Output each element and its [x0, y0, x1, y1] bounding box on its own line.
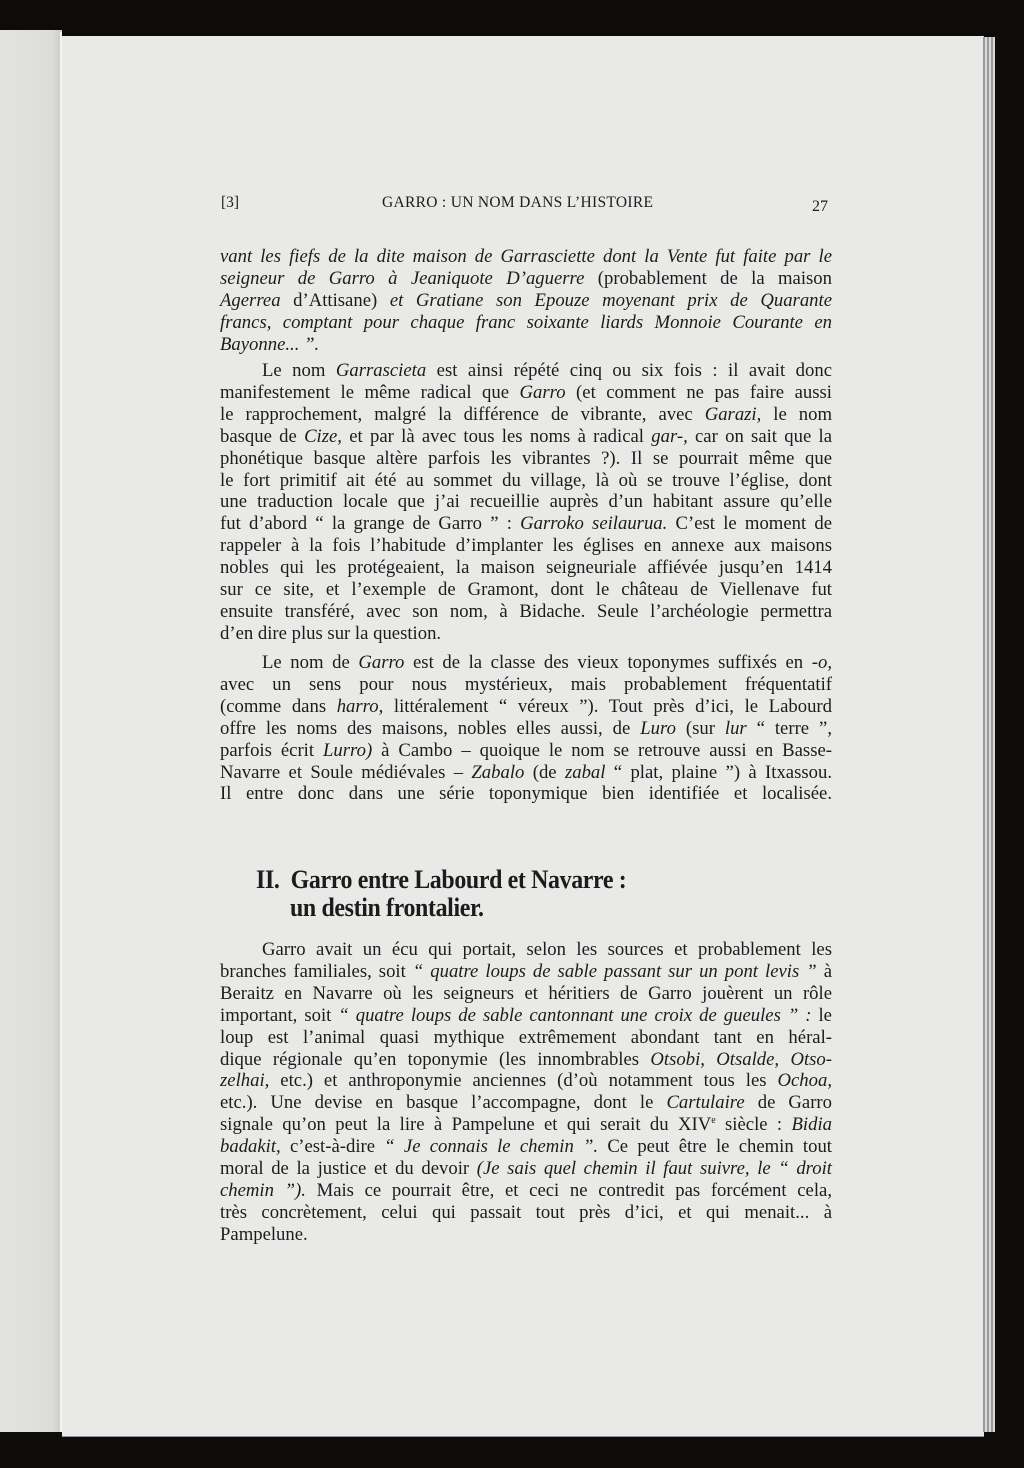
text-line	[220, 783, 832, 805]
italic-text: Cartulaire	[666, 1092, 745, 1114]
text-segment: de Garro	[744, 1092, 832, 1114]
text-line	[220, 623, 832, 645]
superscript: e	[711, 1115, 716, 1127]
text-line	[220, 491, 832, 513]
paragraph-2	[220, 360, 832, 645]
italic-text: Luro	[640, 717, 676, 739]
paragraph-3	[220, 652, 832, 805]
paragraph-1	[220, 246, 832, 356]
text-segment: (comme dans	[220, 695, 337, 717]
text-line	[220, 426, 832, 448]
text-segment: sur ce site, et l’exemple de Gramont, dont le château de Viellenave fut	[220, 579, 832, 601]
text-segment: Beraitz en Navarre où les seigneurs et héritiers de Garro jouèrent un rôle	[220, 982, 832, 1004]
text-segment: d’Attisane)	[280, 289, 390, 311]
italic-text: harro,	[336, 695, 384, 717]
text-segment: à Cambo – quoique le nom se retrouve aussi en Basse-	[372, 739, 832, 761]
text-line	[220, 718, 832, 740]
text-line	[220, 513, 832, 535]
text-line	[220, 939, 832, 961]
text-segment: avec un sens pour nous mystérieux, mais probablement fréquentatif	[220, 673, 832, 695]
text-line	[220, 1202, 832, 1224]
section-reference: [3]	[221, 194, 240, 211]
text-line	[220, 674, 832, 696]
text-segment: Navarre et Soule médiévales –	[220, 761, 472, 783]
section-title-line-1: Garro entre Labourd et Navarre :	[290, 865, 627, 894]
italic-text: Zabalo	[471, 761, 525, 783]
italic-text: Bayonne... ”.	[220, 333, 320, 355]
italic-text: gar-,	[651, 425, 688, 447]
text-segment: Ce peut être le chemin tout	[598, 1136, 832, 1158]
text-segment: important, soit	[220, 1004, 339, 1026]
text-segment: moral de la justice et du devoir	[220, 1158, 477, 1180]
text-segment: manifestement le même radical que	[220, 381, 520, 403]
facing-page-edge	[0, 30, 62, 1432]
italic-text: et Gratiane son Epouze moyenant prix de Quarante	[389, 289, 832, 311]
text-segment: le rapprochement, malgré la différence de vibrante, avec	[220, 403, 705, 425]
text-line	[220, 961, 832, 983]
italic-text: Agerrea	[220, 289, 281, 311]
italic-text: (Je sais quel chemin il faut suivre, le “ droit	[476, 1158, 832, 1180]
text-line	[220, 334, 832, 356]
italic-text: Otsobi, Otsalde, Otso-	[650, 1048, 832, 1070]
text-line	[220, 696, 832, 718]
text-segment: le nom	[761, 403, 832, 425]
text-segment: Le nom	[262, 360, 336, 381]
text-line	[220, 1092, 832, 1114]
text-segment: Le nom de	[262, 652, 359, 673]
text-line	[220, 652, 832, 674]
text-segment: et par là avec tous les noms à radical	[341, 425, 652, 447]
italic-text: francs, comptant pour chaque franc soixante liards Monnoie Courante en	[220, 311, 832, 333]
text-line	[220, 1027, 832, 1049]
text-segment: etc.) et anthroponymie anciennes (d’où notamment tous les	[269, 1070, 778, 1092]
text-line	[220, 1158, 832, 1180]
text-segment: (de	[524, 761, 565, 783]
text-segment: loup est l’animal quasi mythique extrêmement abondant tant en héral-	[220, 1026, 832, 1048]
text-line	[220, 1114, 832, 1136]
text-line	[220, 535, 832, 557]
section-heading-line-2	[290, 894, 484, 922]
text-line	[220, 1224, 832, 1246]
italic-text: Garro	[519, 381, 566, 403]
text-segment: offre les noms des maisons, nobles elles aussi, de	[220, 717, 641, 739]
section-number: II.	[256, 865, 280, 894]
italic-text: seigneur de Garro à Jeaniquote D’aguerre	[220, 267, 585, 289]
text-segment: C’est le moment de	[667, 513, 833, 535]
text-segment: ensuite transféré, avec son nom, à Bidache. Seule l’archéologie permettra	[220, 600, 832, 622]
italic-text: Cize,	[304, 425, 342, 447]
text-segment: (probablement de la maison	[584, 267, 832, 289]
text-segment: car on sait que la	[687, 425, 833, 447]
text-segment: signale qu’on peut la lire à Pampelune et qui serait du XIV	[220, 1114, 712, 1136]
page-stack-edges	[983, 37, 995, 1432]
text-segment: Garro avait un écu qui portait, selon les sources et probablement les	[262, 939, 832, 960]
text-line	[220, 404, 832, 426]
text-line	[220, 740, 832, 762]
text-segment: le fort primitif ait été au sommet du village, là où se trouve l’église, dont	[220, 469, 832, 491]
text-segment: “ plat, plaine ”) à Itxassou.	[605, 761, 832, 783]
text-line	[220, 1070, 832, 1092]
text-line	[220, 290, 832, 312]
text-segment: branches familiales, soit	[220, 960, 413, 982]
text-line	[220, 557, 832, 579]
text-line	[220, 1136, 832, 1158]
text-line	[220, 382, 832, 404]
italic-text: Garroko seilaurua.	[520, 513, 668, 535]
text-segment: “ terre ”,	[746, 717, 832, 739]
text-line	[220, 1005, 832, 1027]
book-gutter	[60, 32, 62, 1432]
text-line	[220, 983, 832, 1005]
text-segment: Mais ce pourrait être, et ceci ne contredit pas forcément cela,	[305, 1179, 832, 1201]
page-number: 27	[812, 198, 828, 215]
text-segment: parfois écrit	[220, 739, 324, 761]
text-line	[220, 1049, 832, 1071]
italic-text: chemin ”).	[220, 1179, 306, 1201]
text-line	[220, 268, 832, 290]
italic-text: lur	[724, 717, 747, 739]
text-segment: basque de	[220, 425, 305, 447]
italic-text: Lurro)	[323, 739, 373, 761]
text-line	[220, 312, 832, 334]
text-segment: le	[811, 1004, 832, 1026]
text-segment: à	[816, 960, 833, 982]
italic-text: Ochoa,	[777, 1070, 832, 1092]
italic-text: Garazi,	[704, 403, 762, 425]
text-segment: phonétique basque altère parfois les vibrantes ?). Il se pourrait même que	[220, 447, 832, 469]
text-segment: une traduction locale que j’ai recueillie auprès d’un habitant assure qu’elle	[220, 491, 832, 513]
italic-text: -o,	[811, 652, 832, 673]
text-line	[220, 1180, 832, 1202]
italic-text: vant les fiefs de la dite maison de Garrasciette dont la Vente fut faite par le	[220, 246, 832, 267]
text-segment: siècle :	[715, 1114, 792, 1136]
section-title-line-2: un destin frontalier.	[290, 893, 484, 922]
italic-text: zabal	[564, 761, 606, 783]
text-segment: rappeler à la fois l’habitude d’implanter les églises en annexe aux maisons	[220, 535, 832, 557]
text-segment: est ainsi répété cinq ou six fois : il avait donc	[426, 360, 832, 381]
italic-text: “ Je connais le chemin ”.	[384, 1136, 599, 1158]
text-line	[220, 762, 832, 784]
text-line	[220, 246, 832, 268]
italic-text: Garro	[358, 652, 405, 673]
text-segment: très concrètement, celui qui passait tout près d’ici, et qui menait... à	[220, 1201, 832, 1223]
text-segment: est de la classe des vieux toponymes suffixés en	[404, 652, 812, 673]
text-segment: d’en dire plus sur la question.	[220, 622, 442, 644]
text-segment: Il entre donc dans une série toponymique bien identifiée et localisée.	[220, 783, 832, 805]
text-line	[220, 470, 832, 492]
text-line	[220, 448, 832, 470]
italic-text: “ quatre loups de sable passant sur un pont levis ”	[412, 960, 817, 982]
text-line	[220, 579, 832, 601]
text-segment: dique régionale qu’en toponymie (les innombrables	[220, 1048, 651, 1070]
italic-text: zelhai,	[220, 1070, 270, 1092]
text-segment: littéralement “ véreux ”). Tout près d’ici, le Labourd	[383, 695, 832, 717]
text-segment: (sur	[675, 717, 725, 739]
running-title: GARRO : UN NOM DANS L’HISTOIRE	[382, 194, 654, 211]
italic-text: Bidia	[791, 1114, 832, 1136]
italic-text: “ quatre loups de sable cantonnant une croix de gueules ” :	[338, 1004, 812, 1026]
text-segment: (et comment ne pas faire aussi	[565, 381, 832, 403]
section-heading	[256, 866, 626, 894]
text-segment: fut d’abord “ la grange de Garro ” :	[220, 513, 521, 535]
text-segment: etc.). Une devise en basque l’accompagne, dont le	[220, 1092, 667, 1114]
italic-text: Garrascieta	[335, 360, 427, 381]
text-segment: Pampelune.	[220, 1223, 308, 1245]
paragraph-4	[220, 939, 832, 1246]
text-segment: c’est-à-dire	[280, 1136, 385, 1158]
text-line	[220, 601, 832, 623]
italic-text: badakit,	[220, 1136, 281, 1158]
text-line	[220, 360, 832, 382]
text-segment: nobles qui les protégeaient, la maison seigneuriale affiévée jusqu’en 1414	[220, 557, 832, 579]
